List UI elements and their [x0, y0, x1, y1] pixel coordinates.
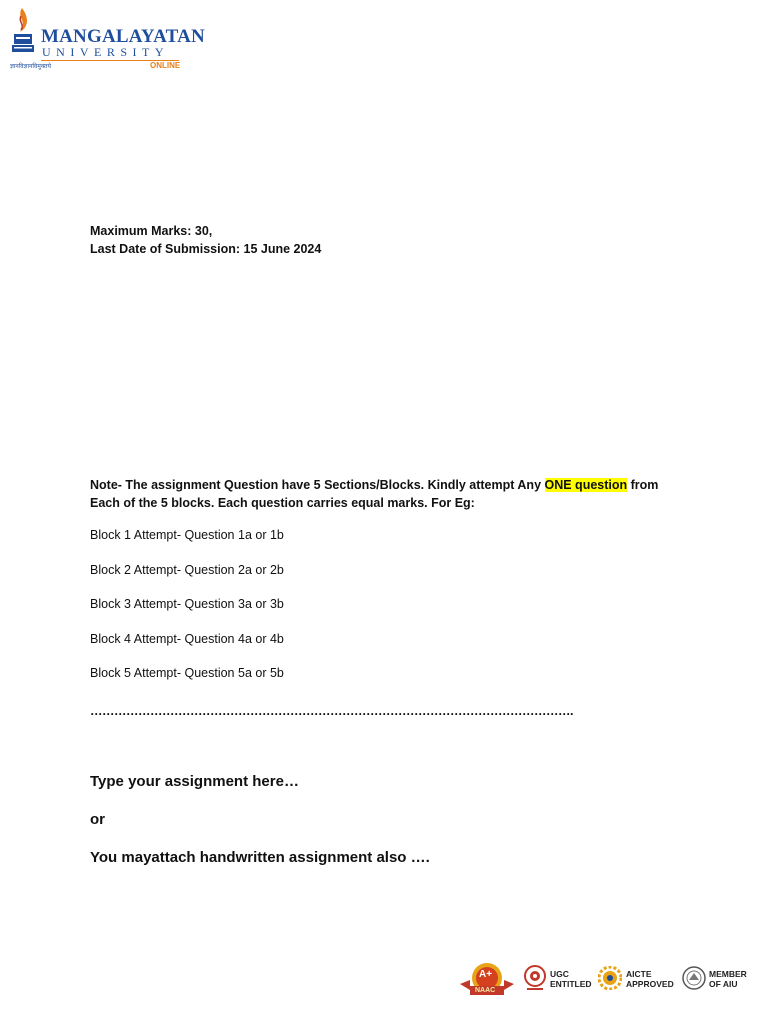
dotted-divider: ………………………………………………………………………………………………………….: [90, 704, 573, 718]
naac-grade: A+: [479, 969, 493, 980]
note-part-2: from Each of the 5 blocks. Each question carries equal marks. For Eg:: [90, 478, 659, 510]
block-3-line: Block 3 Attempt- Question 3a or 3b: [90, 597, 284, 611]
aiu-line-1: MEMBER: [709, 969, 747, 979]
aicte-gear-icon: [598, 966, 622, 990]
logo-name: MANGALAYATAN: [41, 26, 205, 47]
university-logo: [4, 4, 205, 70]
aiu-emblem-icon: [682, 966, 706, 990]
aicte-line-2: APPROVED: [626, 979, 674, 989]
naac-badge: [458, 960, 516, 1000]
ugc-badge: [523, 960, 593, 1000]
naac-seal-icon: [458, 960, 516, 1000]
block-1-line: Block 1 Attempt- Question 1a or 1b: [90, 528, 284, 542]
flame-book-emblem-icon: [8, 6, 36, 62]
logo-online: ONLINE: [150, 61, 181, 70]
assignment-note: [90, 476, 680, 512]
ugc-line-1: UGC: [550, 969, 569, 979]
aiu-line-2: OF AIU: [709, 979, 738, 989]
block-4-line: Block 4 Attempt- Question 4a or 4b: [90, 632, 284, 646]
ugc-emblem-icon: [523, 964, 547, 992]
aiu-badge: [682, 960, 752, 1000]
aicte-line-1: AICTE: [626, 969, 652, 979]
max-marks: Maximum Marks: 30,: [90, 224, 213, 238]
note-part-1: Note- The assignment Question have 5 Sections/Blocks. Kindly attempt Any: [90, 478, 545, 492]
naac-label: NAAC: [475, 987, 496, 994]
or-text: or: [90, 811, 105, 828]
last-date: Last Date of Submission: 15 June 2024: [90, 242, 322, 256]
attach-handwritten-text: You mayattach handwritten assignment also ….: [90, 849, 430, 866]
note-highlight: ONE question: [544, 478, 628, 492]
assignment-meta: [90, 222, 321, 258]
block-2-line: Block 2 Attempt- Question 2a or 2b: [90, 563, 284, 577]
type-assignment-heading: Type your assignment here…: [90, 773, 299, 790]
logo-university: UNIVERSITY: [42, 45, 169, 59]
logo-tagline: ज्ञानविज्ञानविमुक्तये: [10, 64, 51, 70]
aicte-badge: [598, 960, 676, 1000]
ugc-line-2: ENTITLED: [550, 979, 592, 989]
block-5-line: Block 5 Attempt- Question 5a or 5b: [90, 666, 284, 680]
